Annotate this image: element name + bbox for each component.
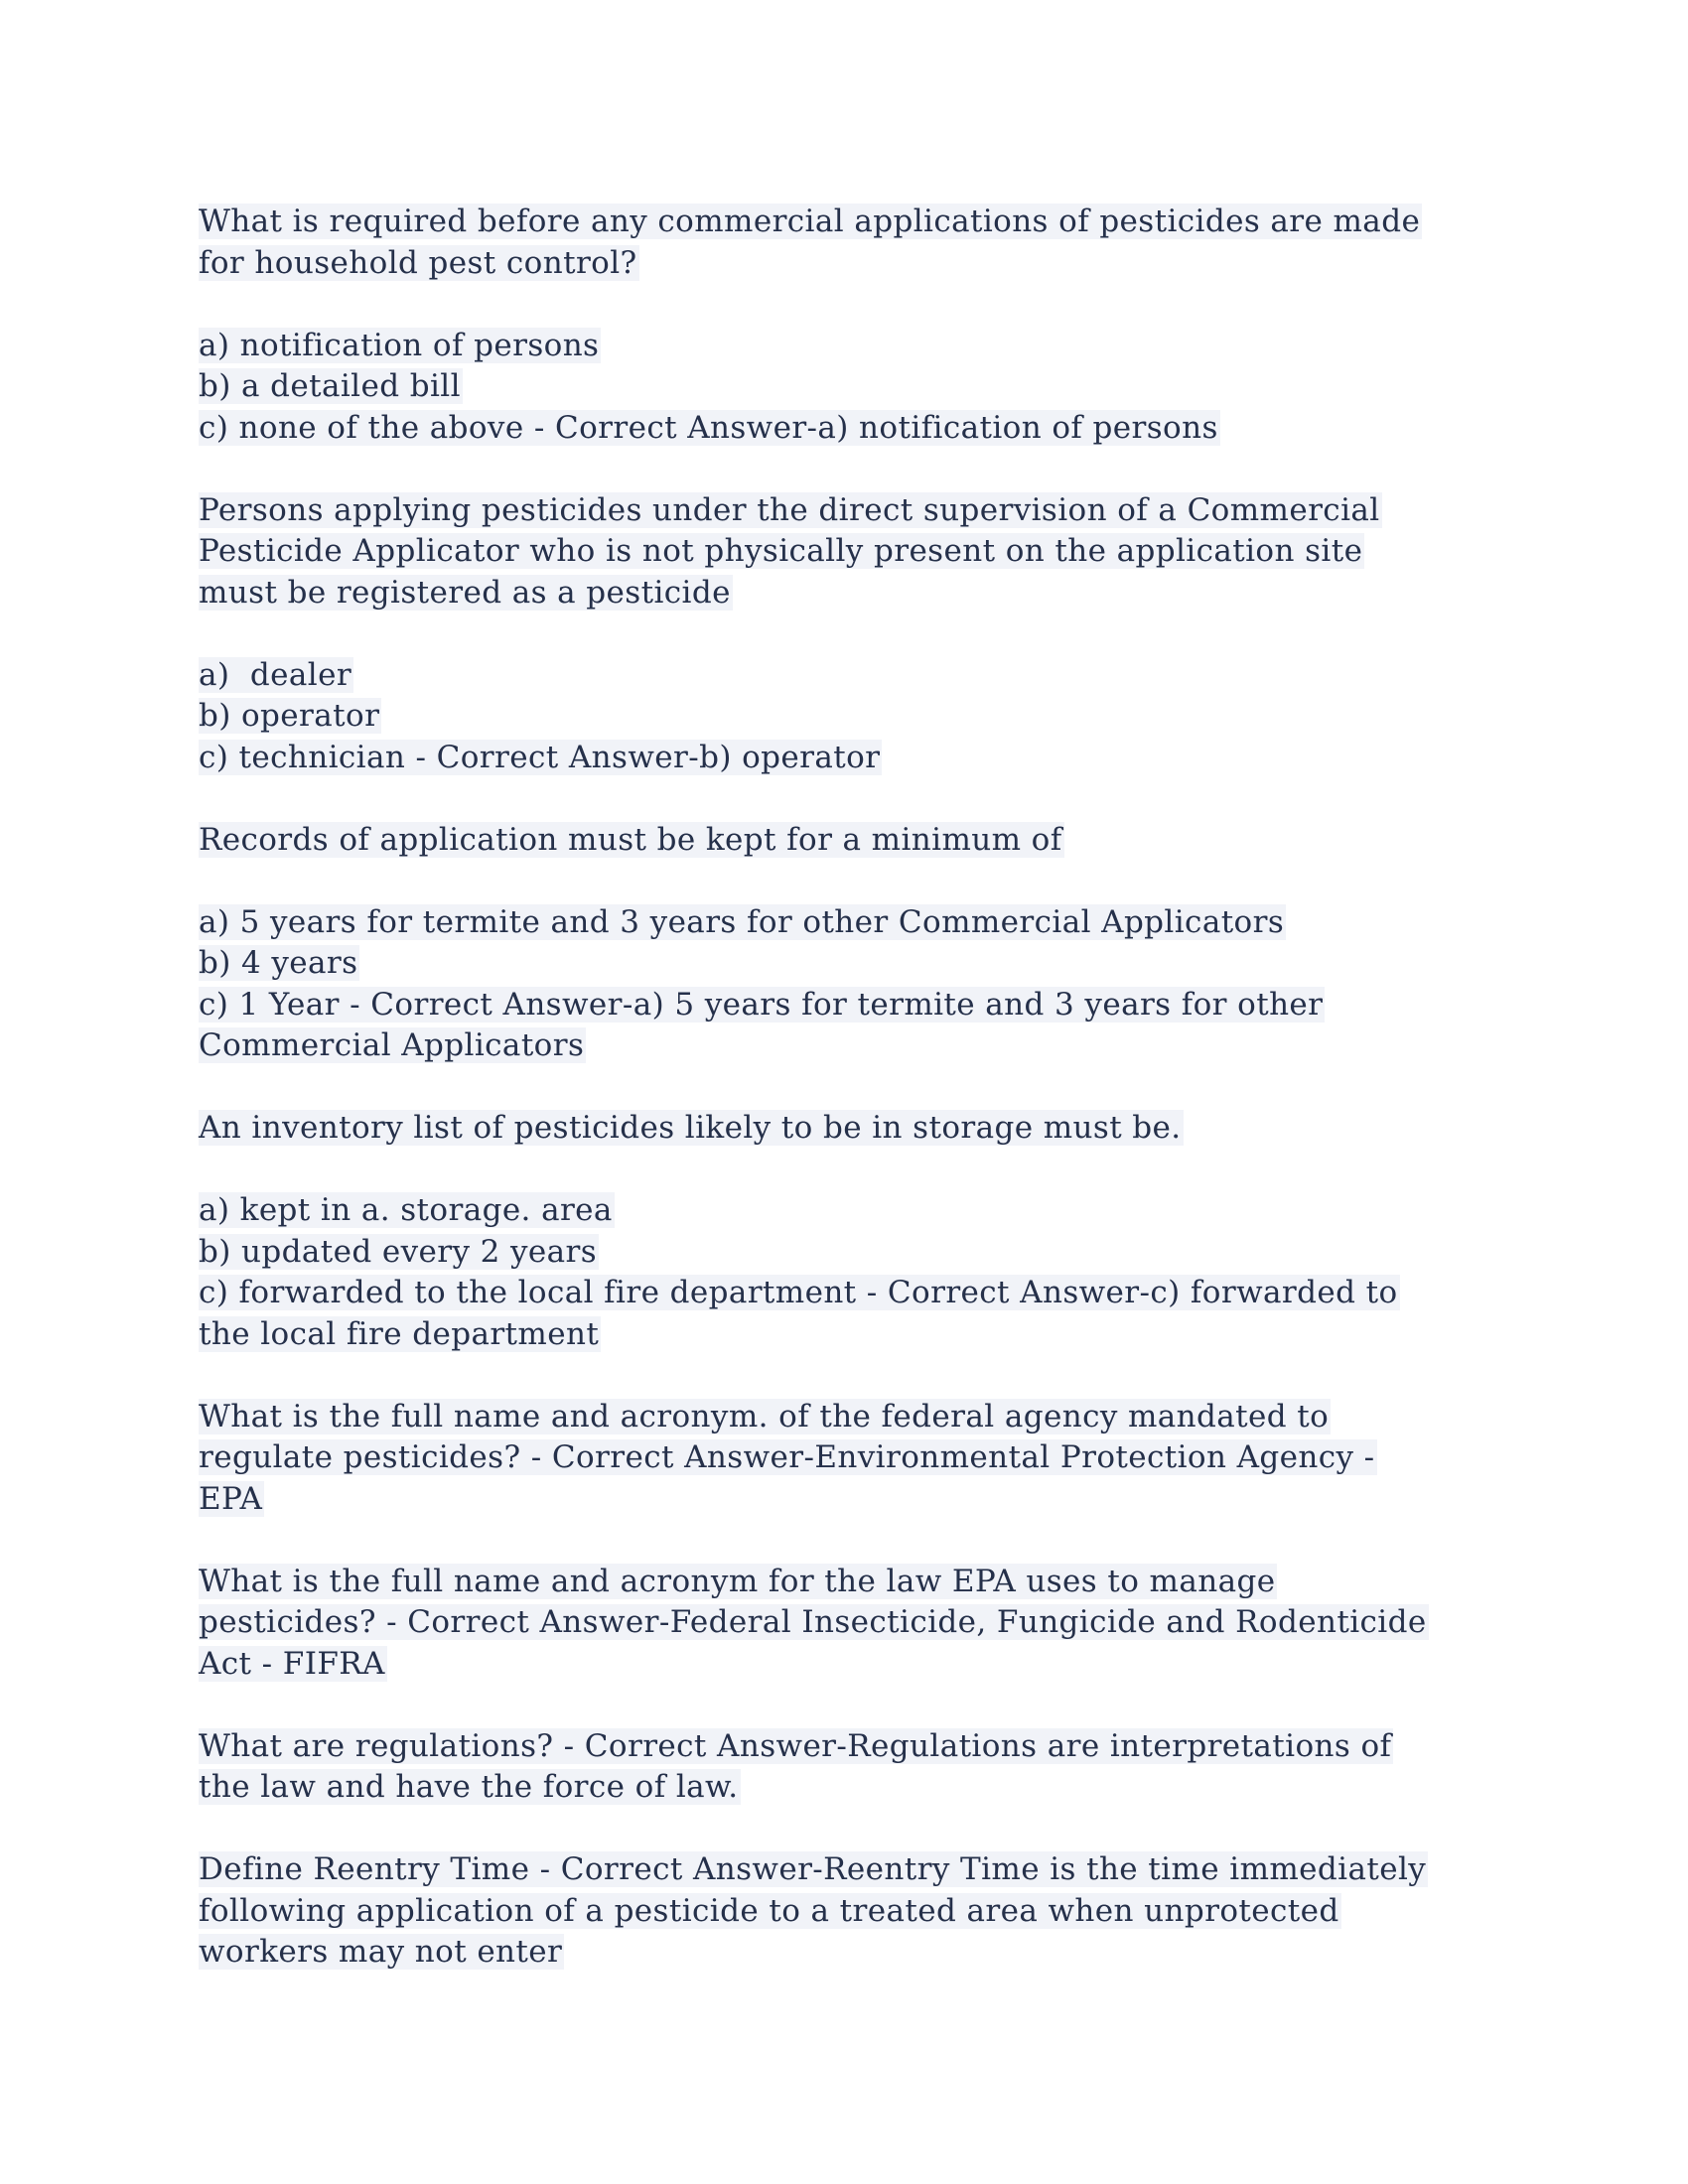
text-line [199,1726,1489,1768]
text-line-content: An inventory list of pesticides likely to be in storage must be. [199,1110,1182,1146]
text-line [199,1190,1489,1232]
question-answer-paragraph [199,1397,1489,1521]
text-line [199,326,1489,367]
text-line-content: for household pest control? [199,244,637,281]
text-line-content: What are regulations? - Correct Answer-Regulations are interpretations of [199,1727,1392,1764]
text-line [199,531,1489,573]
text-line [199,1849,1489,1891]
text-line-content: a) kept in a. storage. area [199,1192,613,1228]
text-line-content: Act - FIFRA [199,1645,385,1682]
text-line [199,202,1489,243]
text-line [199,902,1489,944]
question-paragraph [199,820,1489,862]
text-line [199,820,1489,862]
text-line-content: c) none of the above - Correct Answer-a) notification of persons [199,409,1218,446]
text-line-content: b) updated every 2 years [199,1233,598,1270]
text-line [199,408,1489,450]
text-line-content: pesticides? - Correct Answer-Federal Insecticide, Fungicide and Rodenticide [199,1604,1427,1640]
text-line-content: a) notification of persons [199,327,600,363]
text-line [199,1767,1489,1809]
text-line-content: a) dealer [199,656,352,693]
text-line-content: c) forwarded to the local fire department - Correct Answer-c) forwarded to [199,1275,1398,1310]
answer-options [199,655,1489,779]
text-line-content: regulate pesticides? - Correct Answer-Environmental Protection Agency - [199,1439,1375,1475]
text-line-content: the local fire department [199,1315,600,1352]
text-line [199,943,1489,985]
text-line-content: Pesticide Applicator who is not physically present on the application site [199,533,1363,569]
text-line-content: b) a detailed bill [199,368,461,404]
text-line-content: following application of a pesticide to a treated area when unprotected [199,1892,1339,1929]
text-line-content: What is required before any commercial applications of pesticides are made [199,204,1421,239]
text-line-content: What is the full name and acronym for the law EPA uses to manage [199,1563,1276,1599]
text-line [199,1562,1489,1603]
text-line-content: Commercial Applicators [199,1027,585,1063]
text-line [199,655,1489,697]
text-line [199,1273,1489,1314]
text-line [199,1932,1489,1974]
text-line-content: c) technician - Correct Answer-b) operator [199,739,881,775]
text-line [199,1025,1489,1067]
text-line [199,1397,1489,1438]
question-answer-paragraph [199,1562,1489,1686]
document-page [199,202,1489,2014]
answer-options [199,326,1489,450]
text-line-content: a) 5 years for termite and 3 years for other Commercial Applicators [199,903,1285,940]
text-line [199,366,1489,408]
text-line-content: EPA [199,1480,263,1517]
question-paragraph [199,490,1489,614]
text-line [199,738,1489,779]
text-line-content: Define Reentry Time - Correct Answer-Reentry Time is the time immediately [199,1851,1427,1887]
text-line [199,985,1489,1026]
text-line [199,243,1489,285]
text-line [199,1314,1489,1356]
answer-options [199,902,1489,1067]
question-answer-paragraph [199,1849,1489,1974]
text-line-content: b) operator [199,698,380,734]
text-line [199,573,1489,614]
text-line [199,1602,1489,1644]
text-line-content: the law and have the force of law. [199,1769,739,1805]
text-line-content: b) 4 years [199,945,358,981]
question-paragraph [199,202,1489,284]
question-answer-paragraph [199,1726,1489,1809]
text-line [199,1232,1489,1274]
text-line [199,1479,1489,1521]
text-line [199,1891,1489,1933]
answer-options [199,1190,1489,1355]
text-line-content: must be registered as a pesticide [199,574,731,611]
text-line [199,490,1489,532]
text-line-content: Persons applying pesticides under the direct supervision of a Commercial [199,491,1380,528]
text-line-content: workers may not enter [199,1934,563,1970]
text-line-content: Records of application must be kept for a minimum of [199,821,1062,858]
text-line [199,1108,1489,1150]
question-paragraph [199,1108,1489,1150]
text-line [199,1644,1489,1686]
text-line [199,1437,1489,1479]
text-line-content: c) 1 Year - Correct Answer-a) 5 years for termite and 3 years for other [199,986,1324,1023]
text-line [199,696,1489,738]
text-line-content: What is the full name and acronym. of the federal agency mandated to [199,1398,1330,1434]
